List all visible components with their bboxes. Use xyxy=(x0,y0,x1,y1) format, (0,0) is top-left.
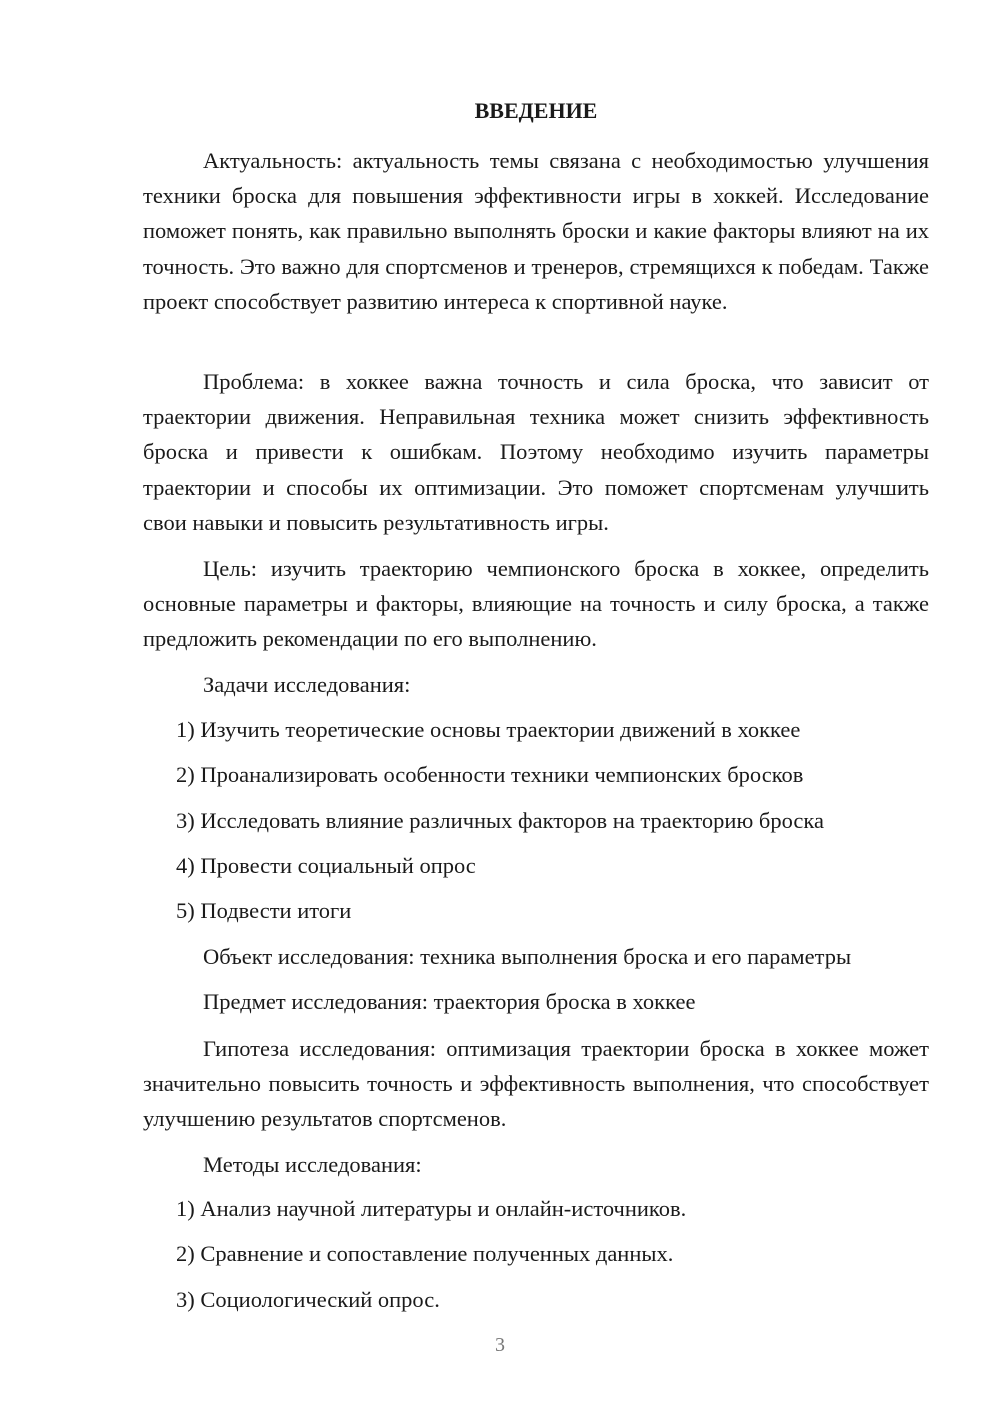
task-item: 3) Исследовать влияние различных факторов на траекторию броска xyxy=(176,808,824,833)
method-item: 2) Сравнение и сопоставление полученных данных. xyxy=(176,1241,674,1266)
task-item: 1) Изучить теоретические основы траектории движений в хоккее xyxy=(176,717,801,742)
section-title: ВВЕДЕНИЕ xyxy=(474,98,598,123)
object-line: Объект исследования: техника выполнения броска и его параметры xyxy=(203,944,852,969)
method-item: 3) Социологический опрос. xyxy=(176,1287,440,1312)
hypothesis-paragraph: Гипотеза исследования: оптимизация траектории броска в хоккее может значительно повысить точность и эффективность выполнения, что способствует улучшению результатов спортсменов. xyxy=(143,1036,929,1132)
tasks-heading: Задачи исследования: xyxy=(203,672,411,697)
relevance-paragraph: Актуальность: актуальность темы связана с необходимостью улучшения техники броска для повышения эффективности игры в хоккей. Исследование поможет понять, как правильно выполнять броски и какие факторы влияют на их точность. Это важно для спортсменов и тренеров, стремящихся к победам. Также проект способствует развитию интереса к спортивной науке. xyxy=(143,148,929,314)
task-item: 4) Провести социальный опрос xyxy=(176,853,476,878)
subject-line: Предмет исследования: траектория броска в хоккее xyxy=(203,989,696,1014)
page-number: 3 xyxy=(495,1334,505,1356)
goal-paragraph: Цель: изучить траекторию чемпионского броска в хоккее, определить основные параметры и факторы, влияющие на точность и силу броска, а также предложить рекомендации по его выполнению. xyxy=(143,556,929,652)
problem-paragraph: Проблема: в хоккее важна точность и сила броска, что зависит от траектории движения. Неправильная техника может снизить эффективность броска и привести к ошибкам. Поэтому необходимо изучить параметры траектории и способы их оптимизации. Это поможет спортсменам улучшить свои навыки и повысить результативность игры. xyxy=(143,369,929,535)
methods-heading: Методы исследования: xyxy=(203,1152,422,1177)
task-item: 2) Проанализировать особенности техники чемпионских бросков xyxy=(176,762,804,787)
method-item: 1) Анализ научной литературы и онлайн-источников. xyxy=(176,1196,687,1221)
task-item: 5) Подвести итоги xyxy=(176,898,352,923)
